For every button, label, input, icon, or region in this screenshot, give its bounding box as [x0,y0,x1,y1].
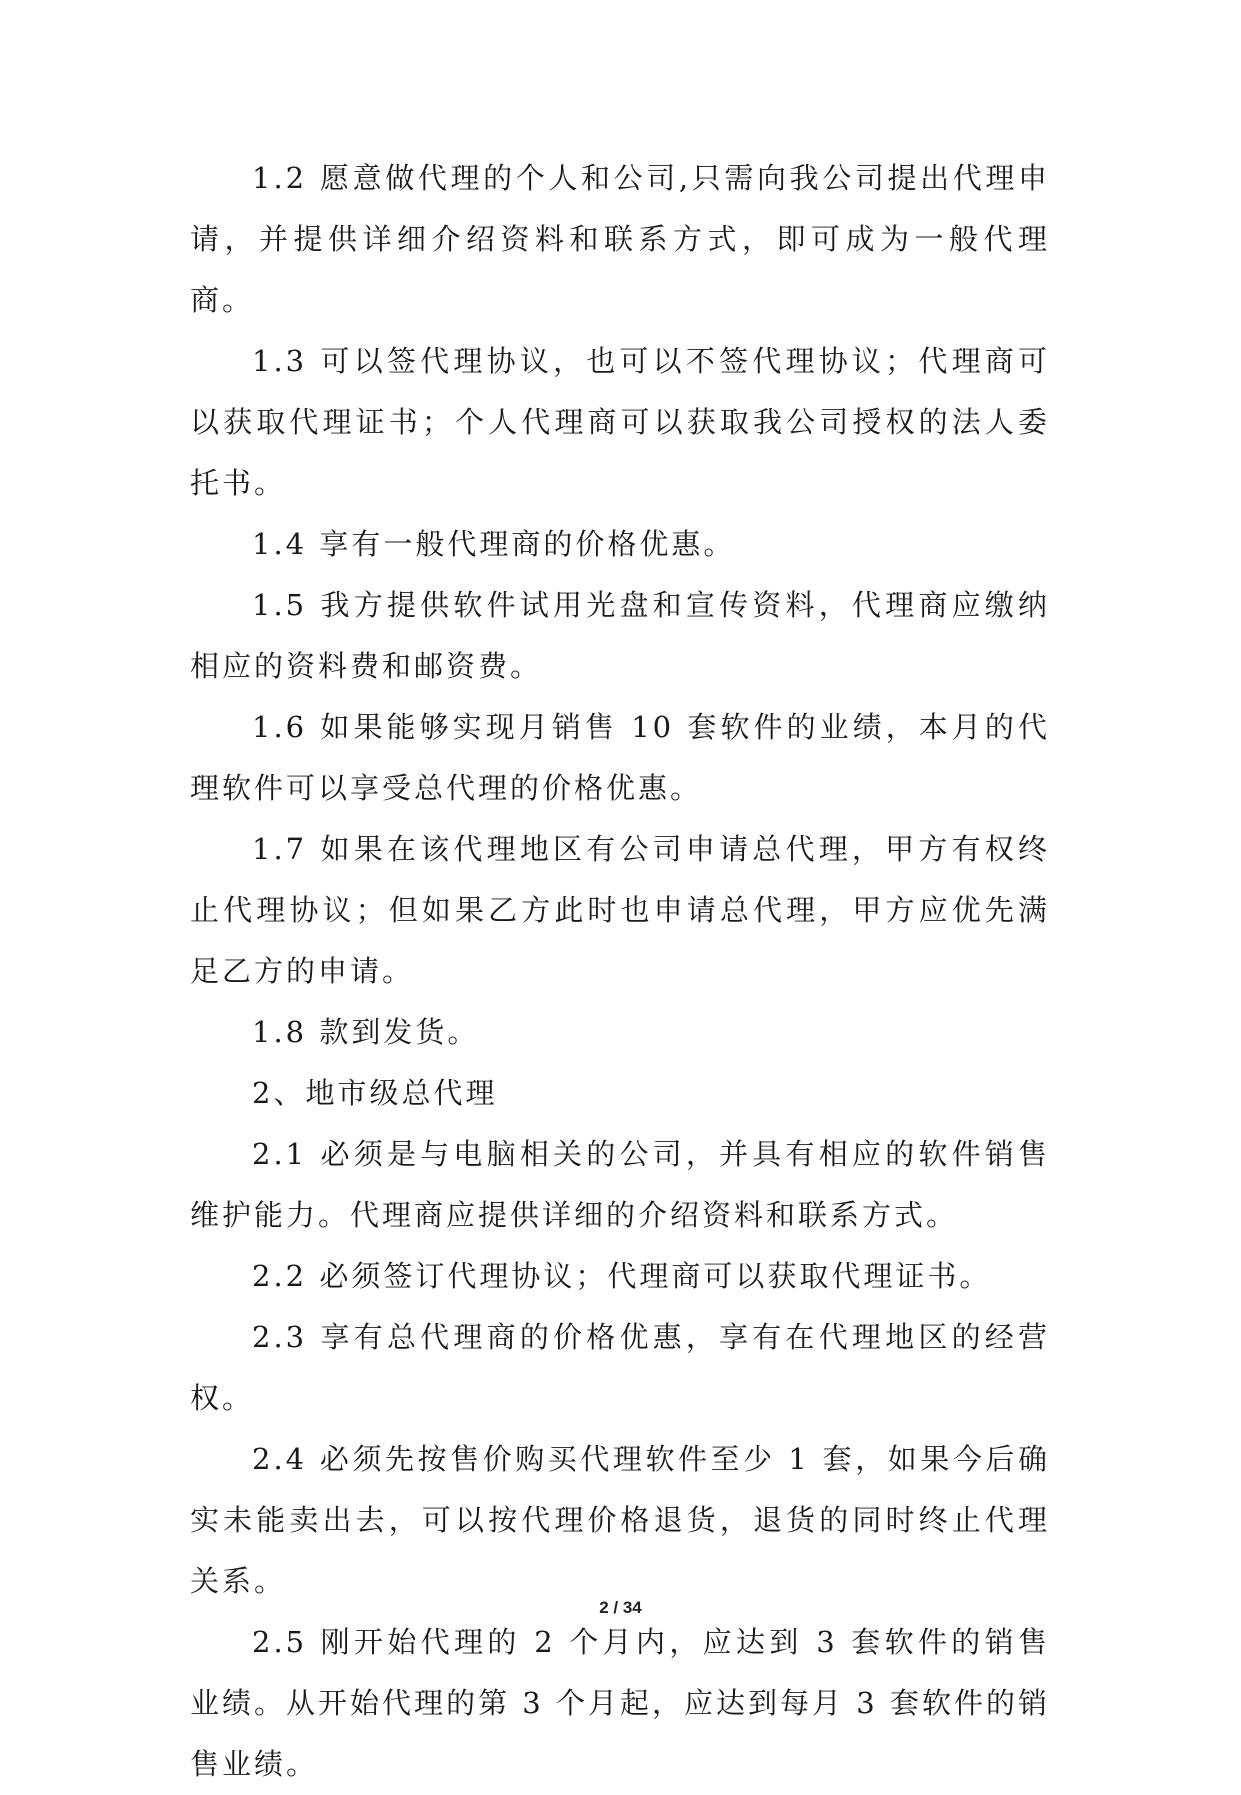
paragraph-1-4: 1.4 享有一般代理商的价格优惠。 [252,527,736,561]
paragraph-2-5: 2.5 刚开始代理的 2 个月内，应达到 3 套软件的销售业绩。从开始代理的第 3 个月起，应达到每月 3 套软件的销售业绩。 [190,1625,1050,1781]
paragraph-1-8: 1.8 款到发货。 [252,1015,480,1049]
paragraph-2-3: 2.3 享有总代理商的价格优惠，享有在代理地区的经营权。 [190,1320,1050,1415]
document-body [190,148,1050,1795]
page-number: 2 / 34 [599,1598,642,1617]
section-heading-2: 2、地市级总代理 [252,1076,498,1110]
paragraph-2-4: 2.4 必须先按售价购买代理软件至少 1 套，如果今后确实未能卖出去，可以按代理价格退货，退货的同时终止代理关系。 [190,1442,1050,1598]
paragraph-2-1: 2.1 必须是与电脑相关的公司，并具有相应的软件销售维护能力。代理商应提供详细的介绍资料和联系方式。 [190,1137,1050,1232]
paragraph-1-3: 1.3 可以签代理协议，也可以不签代理协议；代理商可以获取代理证书；个人代理商可以获取我公司授权的法人委托书。 [190,344,1050,500]
paragraph-1-6: 1.6 如果能够实现月销售 10 套软件的业绩，本月的代理软件可以享受总代理的价格优惠。 [190,710,1050,805]
paragraph-1-2: 1.2 愿意做代理的个人和公司,只需向我公司提出代理申请，并提供详细介绍资料和联系方式，即可成为一般代理商。 [190,161,1050,317]
paragraph-2-2: 2.2 必须签订代理协议；代理商可以获取代理证书。 [252,1259,992,1293]
paragraph-1-5: 1.5 我方提供软件试用光盘和宣传资料，代理商应缴纳相应的资料费和邮资费。 [190,588,1050,683]
paragraph-1-7: 1.7 如果在该代理地区有公司申请总代理，甲方有权终止代理协议；但如果乙方此时也申请总代理，甲方应优先满足乙方的申请。 [190,832,1050,988]
